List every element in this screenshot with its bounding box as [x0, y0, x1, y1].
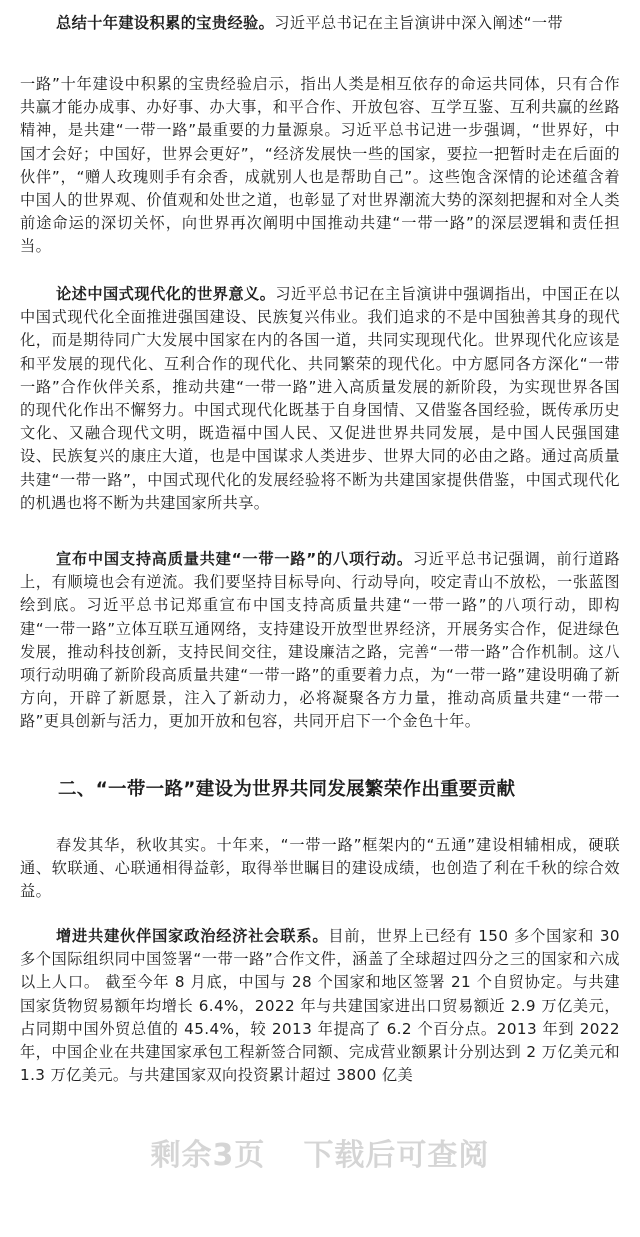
lead-phrase: 论述中国式现代化的世界意义。 — [56, 285, 276, 303]
paragraph-experience-lead — [20, 12, 620, 35]
lead-phrase: 增进共建伙伴国家政治经济社会联系。 — [56, 927, 329, 945]
download-to-view-text: 下载后可查阅 — [303, 1138, 490, 1173]
paragraph-text: 习近平总书记在主旨演讲中强调指出，中国正在以中国式现代化全面推进强国建设、民族复兴伟业。我们追求的不是中国独善其身的现代化，而是期待同广大发展中国家在内的各国一道，共同实现现代化。世界现代化应该是和平发展的现代化、互利合作的现代化、共同繁荣的现代化。中方愿同各方深化“一带一路”合作伙伴关系，推动共建“一带一路”进入高质量发展的新阶段，为实现世界各国的现代化作出不懈努力。中国式现代化既基于自身国情、又借鉴各国经验，既传承历史文化、又融合现代文明，既造福中国人民、又促进世界共同发展，是中国人民强国建设、民族复兴的康庄大道，也是中国谋求人类进步、世界大同的必由之路。通过高质量共建“一带一路”，中国式现代化的发展经验将不断为共建国家提供借鉴，中国式现代化的机遇也将不断为共建国家所共享。 — [20, 285, 620, 512]
paragraph-modernization — [20, 283, 620, 515]
lead-phrase: 总结十年建设积累的宝贵经验。 — [56, 14, 275, 32]
remaining-pages-text: 剩余3页 — [150, 1138, 266, 1173]
paragraph-five-links: 春发其华，秋收其实。十年来，“一带一路”框架内的“五通”建设相辅相成，硬联通、软联通、心联通相得益彰，取得举世瞩目的建设成绩，也创造了利在千秋的综合效益。 — [20, 836, 620, 901]
paragraph-text: 习近平总书记在主旨演讲中深入阐述“一带 — [274, 14, 564, 32]
paragraph-text: 目前，世界上已经有 150 多个国家和 30 多个国际组织同中国签署“一带一路”合作文件，涵盖了全球超过四分之三的国家和六成以上人口。 截至今年 8 月底，中国与 28 个国家和地区签署 21 个自贸协定。与共建国家货物贸易额年均增长 6.4%，2022 年与共建国家进出口贸易额近 2.9 万亿美元，占同期中国外贸总值的 45.4%，较 2013 年提高了 6.2 个百分点。2013 年到 2022 年，中国企业在共建国家承包工程新签合同额、完成营业额累计分别达到 2 万亿美元和 1.3 万亿美元。与共建国家双向投资累计超过 3800 亿美 — [20, 927, 620, 1085]
lead-phrase: 宣布中国支持高质量共建“一带一路”的八项行动。 — [56, 550, 413, 568]
paragraph-experience: 一路”十年建设中积累的宝贵经验启示，指出人类是相互依存的命运共同体，只有合作共赢才能办成事、办好事、办大事，和平合作、开放包容、互学互鉴、互利共赢的丝路精神，是共建“一带一路”最重要的力量源泉。习近平总书记进一步强调，“世界好，中国才会好；中国好，世界会更好”，“经济发展快一些的国家，要拉一把暂时走在后面的伙伴”，“赠人玫瑰则手有余香，成就别人也是帮助自己”。这些饱含深情的论述蕴含着中国人的世界观、价值观和处世之道，也彰显了对世界潮流大势的深刻把握和对全人类前途命运的深切关怀，向世界再次阐明中国推动共建“一带一路”的深层逻辑和责任担当。 — [20, 75, 620, 256]
paragraph-eight-actions — [20, 548, 620, 734]
paragraph-partnership — [20, 925, 620, 1087]
download-watermark — [0, 1130, 640, 1174]
section-heading: 二、“一带一路”建设为世界共同发展繁荣作出重要贡献 — [58, 779, 516, 800]
paragraph-text: 习近平总书记强调，前行道路上，有顺境也会有逆流。我们要坚持目标导向、行动导向，咬定青山不放松，一张蓝图绘到底。习近平总书记郑重宣布中国支持高质量共建“一带一路”的八项行动，即构建“一带一路”立体互联互通网络，支持建设开放型世界经济，开展务实合作，促进绿色发展，推动科技创新，支持民间交往，建设廉洁之路，完善“一带一路”合作机制。这八项行动明确了新阶段高质量共建“一带一路”的重要着力点，为“一带一路”建设明确了新方向，开辟了新愿景，注入了新动力，必将凝聚各方力量，推动高质量共建“一带一路”更具创新与活力，更加开放和包容，共同开启下一个金色十年。 — [20, 550, 620, 731]
